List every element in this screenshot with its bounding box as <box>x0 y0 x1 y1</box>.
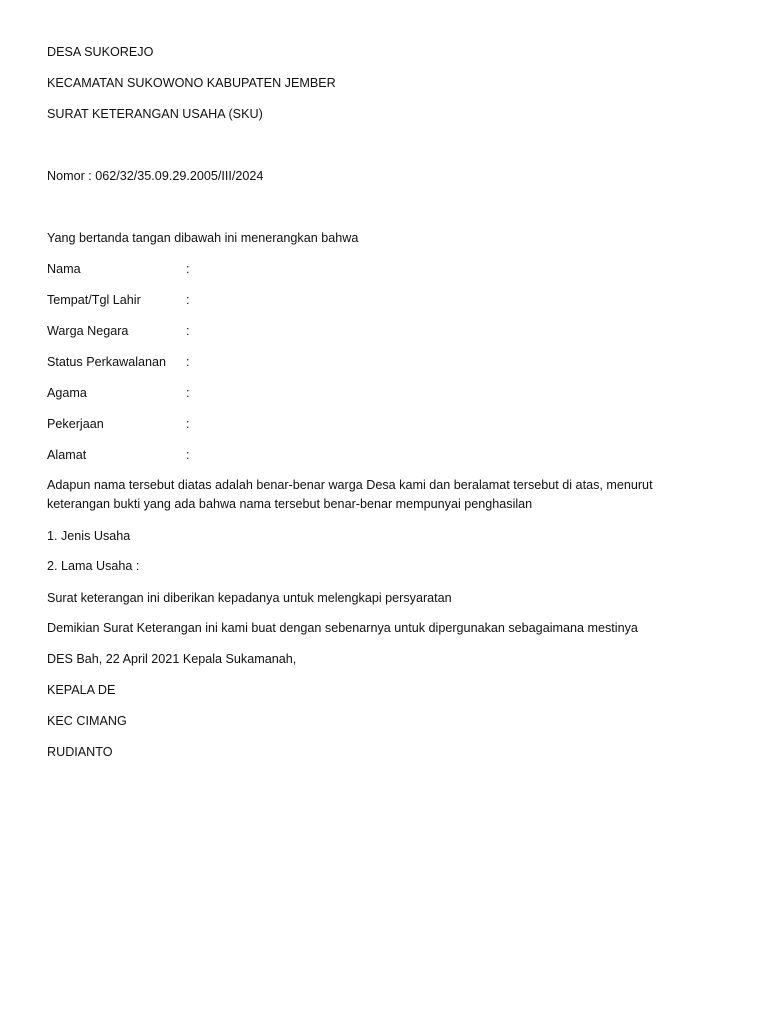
district-name: KECAMATAN SUKOWONO KABUPATEN JEMBER <box>47 76 336 90</box>
intro-text: Yang bertanda tangan dibawah ini menerangkan bahwa <box>47 231 359 245</box>
field-colon: : <box>186 386 190 400</box>
place-date: DES Bah, 22 April 2021 Kepala Sukamanah, <box>47 652 297 666</box>
field-label: Nama <box>47 262 81 276</box>
field-colon: : <box>186 417 190 431</box>
field-colon: : <box>186 448 190 462</box>
field-label: Warga Negara <box>47 324 129 338</box>
signatory-office: KEC CIMANG <box>47 714 127 728</box>
field-colon: : <box>186 324 190 338</box>
field-label: Status Perkawalanan <box>47 355 167 369</box>
field-label: Alamat <box>47 448 87 462</box>
purpose-text: Surat keterangan ini diberikan kepadanya untuk melengkapi persyaratan <box>47 591 452 605</box>
document-title: SURAT KETERANGAN USAHA (SKU) <box>47 107 263 121</box>
statement-paragraph: Adapun nama tersebut diatas adalah benar-benar warga Desa kami dan beralamat tersebut di atas, menurut keterangan bukti yang ada bahwa nama tersebut benar-benar mempunyai penghasilan <box>47 478 653 511</box>
business-type: 1. Jenis Usaha <box>47 529 131 543</box>
field-label: Agama <box>47 386 87 400</box>
field-colon: : <box>186 355 190 369</box>
business-duration: 2. Lama Usaha : <box>47 559 140 573</box>
signatory-position: KEPALA DE <box>47 683 116 697</box>
signatory-name: RUDIANTO <box>47 745 113 759</box>
village-name: DESA SUKOREJO <box>47 45 154 59</box>
field-colon: : <box>186 262 190 276</box>
document-number: Nomor : 062/32/35.09.29.2005/III/2024 <box>47 169 264 183</box>
field-label: Tempat/Tgl Lahir <box>47 293 141 307</box>
field-colon: : <box>186 293 190 307</box>
field-label: Pekerjaan <box>47 417 104 431</box>
closing-text: Demikian Surat Keterangan ini kami buat dengan sebenarnya untuk dipergunakan sebagaimana mestinya <box>47 621 638 635</box>
